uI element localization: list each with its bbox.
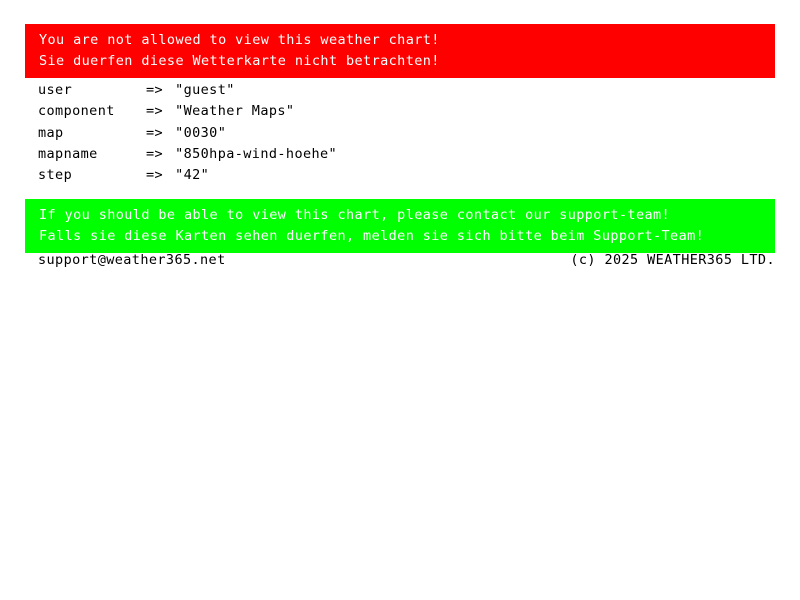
table-row [38, 101, 337, 122]
param-value: "850hpa-wind-hoehe" [175, 145, 338, 162]
error-banner [25, 24, 775, 78]
table-row [38, 165, 337, 186]
param-key: component [38, 103, 115, 120]
param-key: step [38, 167, 73, 184]
info-banner-line-de: Falls sie diese Karten sehen duerfen, melden sie sich bitte beim Support-Team! [39, 228, 705, 244]
param-value: "42" [175, 167, 210, 184]
param-value: "0030" [175, 124, 227, 141]
param-value: "guest" [175, 82, 235, 98]
param-key: map [38, 124, 64, 141]
param-key: mapname [38, 145, 98, 162]
support-email-link[interactable]: support@weather365.net [38, 252, 226, 268]
param-key: user [38, 82, 73, 98]
request-parameters-table [38, 80, 337, 186]
info-banner-line-en: If you should be able to view this chart, please contact our support-team! [39, 207, 671, 223]
error-banner-line-de: Sie duerfen diese Wetterkarte nicht betrachten! [39, 53, 440, 69]
param-arrow: => [146, 167, 164, 184]
table-row [38, 123, 337, 144]
param-arrow: => [146, 124, 164, 141]
param-arrow: => [146, 145, 164, 162]
error-banner-line-en: You are not allowed to view this weather chart! [39, 32, 440, 48]
copyright-notice: (c) 2025 WEATHER365 LTD. [570, 252, 775, 268]
page-footer [38, 250, 775, 270]
param-value: "Weather Maps" [175, 103, 295, 120]
table-row [38, 80, 337, 101]
param-arrow: => [146, 103, 164, 120]
table-row [38, 144, 337, 165]
info-banner [25, 199, 775, 253]
param-arrow: => [146, 82, 164, 98]
